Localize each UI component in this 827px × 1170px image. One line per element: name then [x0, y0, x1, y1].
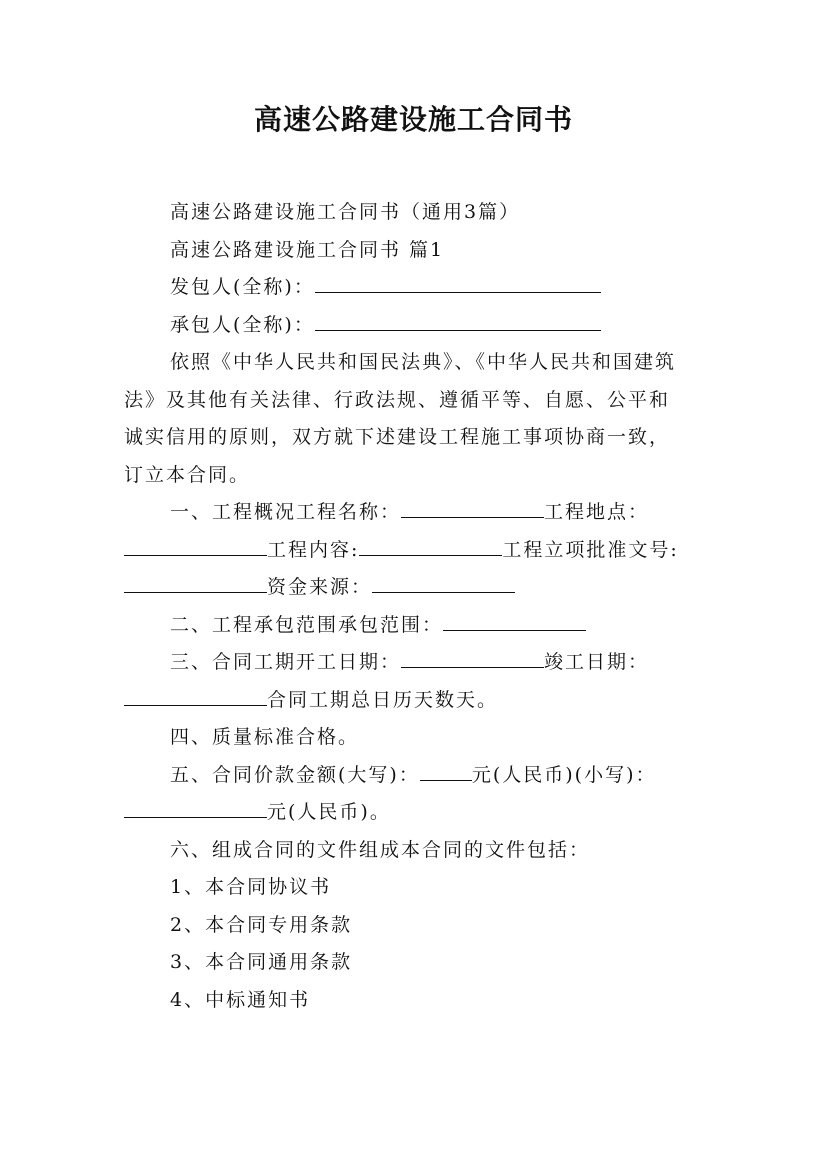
- contractor-line: [124, 307, 704, 345]
- contractor-blank: [315, 308, 601, 331]
- intro-line-4: 订立本合同。: [124, 463, 251, 486]
- section-3-line-1: [124, 644, 704, 682]
- doc-list-item: 4、中标通知书: [170, 988, 311, 1011]
- subtitle-line: 高速公路建设施工合同书（通用3篇）: [170, 201, 521, 223]
- price-label: 五、合同价款金额(大写)：: [170, 763, 420, 786]
- start-date-blank: [401, 645, 544, 668]
- scope-blank: [443, 608, 586, 631]
- price-end-label: 元(人民币)。: [267, 801, 391, 823]
- section-6-line: 六、组成合同的文件组成本合同的文件包括：: [170, 838, 591, 861]
- project-site-blank: [124, 533, 267, 556]
- intro-line-2: 法》及其他有关法律、行政法规、遵循平等、自愿、公平和: [124, 388, 671, 411]
- price-lowercase-blank: [124, 795, 267, 818]
- section-3-line-2: [124, 682, 704, 720]
- start-date-label: 三、合同工期开工日期：: [170, 651, 402, 673]
- doc-list-item: 1、本合同协议书: [170, 876, 332, 898]
- total-days-label: 合同工期总日历天数天。: [267, 688, 499, 711]
- scope-label: 二、工程承包范围承包范围：: [170, 613, 444, 636]
- project-content-label: 工程内容:: [267, 538, 360, 561]
- intro-line-1: 依照《中华人民共和国民法典》、《中华人民共和国建筑: [170, 351, 677, 373]
- section-1-line-1: [124, 494, 704, 532]
- project-content-blank: [359, 533, 502, 556]
- contractor-label: 承包人(全称)：: [170, 313, 315, 336]
- document-title: 高速公路建设施工合同书: [253, 103, 573, 136]
- section-1-line-3: [124, 569, 704, 607]
- approval-number-label: 工程立项批准文号:: [502, 538, 679, 561]
- section-2-line: [124, 607, 704, 645]
- section-5-line-1: [124, 757, 704, 795]
- employer-line: [124, 269, 704, 307]
- employer-blank: [315, 270, 601, 293]
- doc-list-item: 2、本合同专用条款: [170, 913, 353, 936]
- chapter-heading: 高速公路建设施工合同书 篇1: [170, 238, 445, 261]
- document-body: [124, 194, 704, 1019]
- fund-source-label: 资金来源：: [267, 576, 373, 598]
- section-1-line-2: [124, 532, 704, 570]
- doc-list-item: 3、本合同通用条款: [170, 951, 353, 973]
- section-4-line: 四、质量标准合格。: [170, 726, 360, 748]
- end-date-label: 竣工日期：: [544, 651, 650, 673]
- end-date-blank: [124, 683, 267, 706]
- approval-number-blank: [124, 570, 267, 593]
- fund-source-blank: [372, 570, 515, 593]
- price-middle-label: 元(人民币)(小写)：: [471, 763, 657, 786]
- project-site-label: 工程地点：: [544, 501, 650, 523]
- project-name-blank: [401, 495, 544, 518]
- intro-line-3: 诚实信用的原则，双方就下述建设工程施工事项协商一致，: [124, 426, 671, 448]
- project-name-label: 一、工程概况工程名称：: [170, 501, 402, 523]
- section-5-line-2: [124, 794, 704, 832]
- employer-label: 发包人(全称)：: [170, 276, 315, 298]
- price-uppercase-blank: [420, 758, 472, 781]
